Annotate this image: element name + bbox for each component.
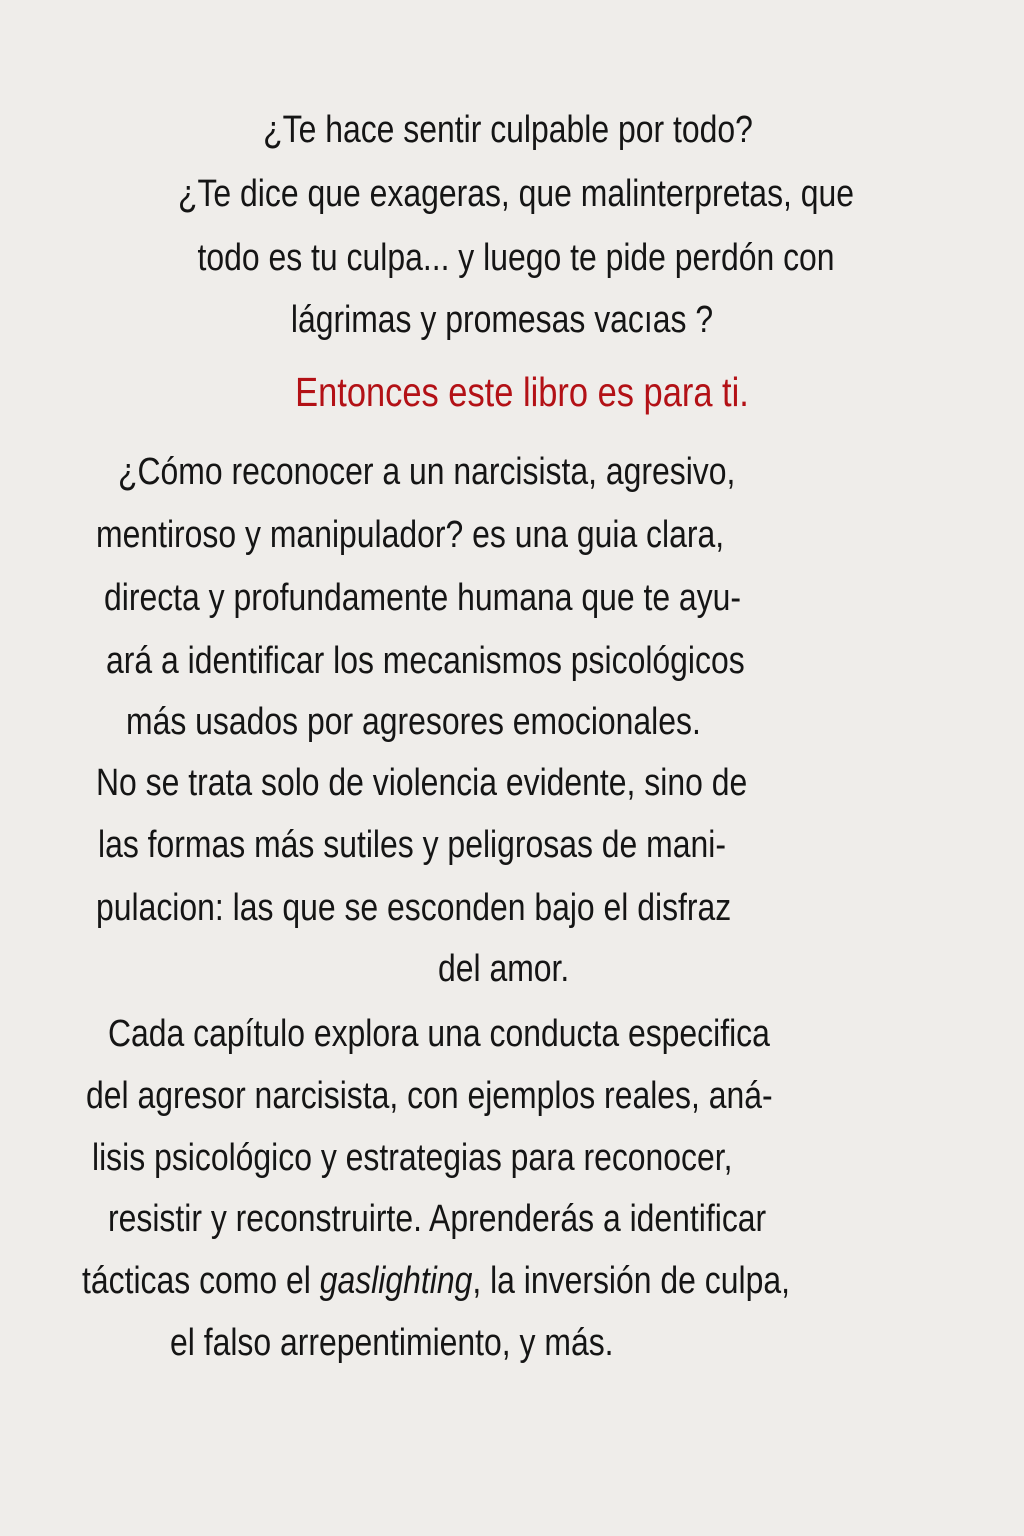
tactics-suffix: , la inversión de culpa, <box>472 1260 790 1302</box>
chapters-line-4: resistir y reconstruirte. Aprenderás a identificar <box>108 1198 767 1240</box>
description-line-8: pulacion: las que se esconden bajo el disfraz <box>96 887 732 929</box>
callout-headline: Entonces este libro es para ti. <box>295 369 749 415</box>
description-line-9: del amor. <box>438 948 570 990</box>
closing-line: el falso arrepentimiento, y más. <box>170 1322 614 1364</box>
chapters-line-2: del agresor narcisista, con ejemplos reales, aná- <box>86 1075 773 1117</box>
chapters-line-1: Cada capítulo explora una conducta especifica <box>108 1013 770 1055</box>
description-line-5: más usados por agresores emocionales. <box>126 701 701 743</box>
chapters-line-3: lisis psicológico y estrategias para reconocer, <box>92 1137 733 1179</box>
description-line-6: No se trata solo de violencia evidente, sino de <box>96 762 748 804</box>
intro-question-2: ¿Te dice que exageras, que malinterpretas, que <box>177 173 855 215</box>
description-line-2: mentiroso y manipulador? es una guia clara, <box>96 514 725 556</box>
intro-question-1: ¿Te hace sentir culpable por todo? <box>263 109 753 151</box>
intro-question-4: lágrimas y promesas vacıas ? <box>290 299 714 341</box>
description-line-4: ará a identificar los mecanismos psicológicos <box>106 640 745 682</box>
description-line-1: ¿Cómo reconocer a un narcisista, agresivo, <box>118 451 736 493</box>
tactics-prefix: tácticas como el <box>82 1260 320 1302</box>
description-line-3: directa y profundamente humana que te ayu- <box>104 577 742 619</box>
gaslighting-term: gaslighting <box>319 1260 473 1302</box>
description-line-7: las formas más sutiles y peligrosas de mani- <box>98 824 726 866</box>
intro-question-3: todo es tu culpa... y luego te pide perdón con <box>197 237 835 279</box>
tactics-line <box>82 1259 790 1303</box>
